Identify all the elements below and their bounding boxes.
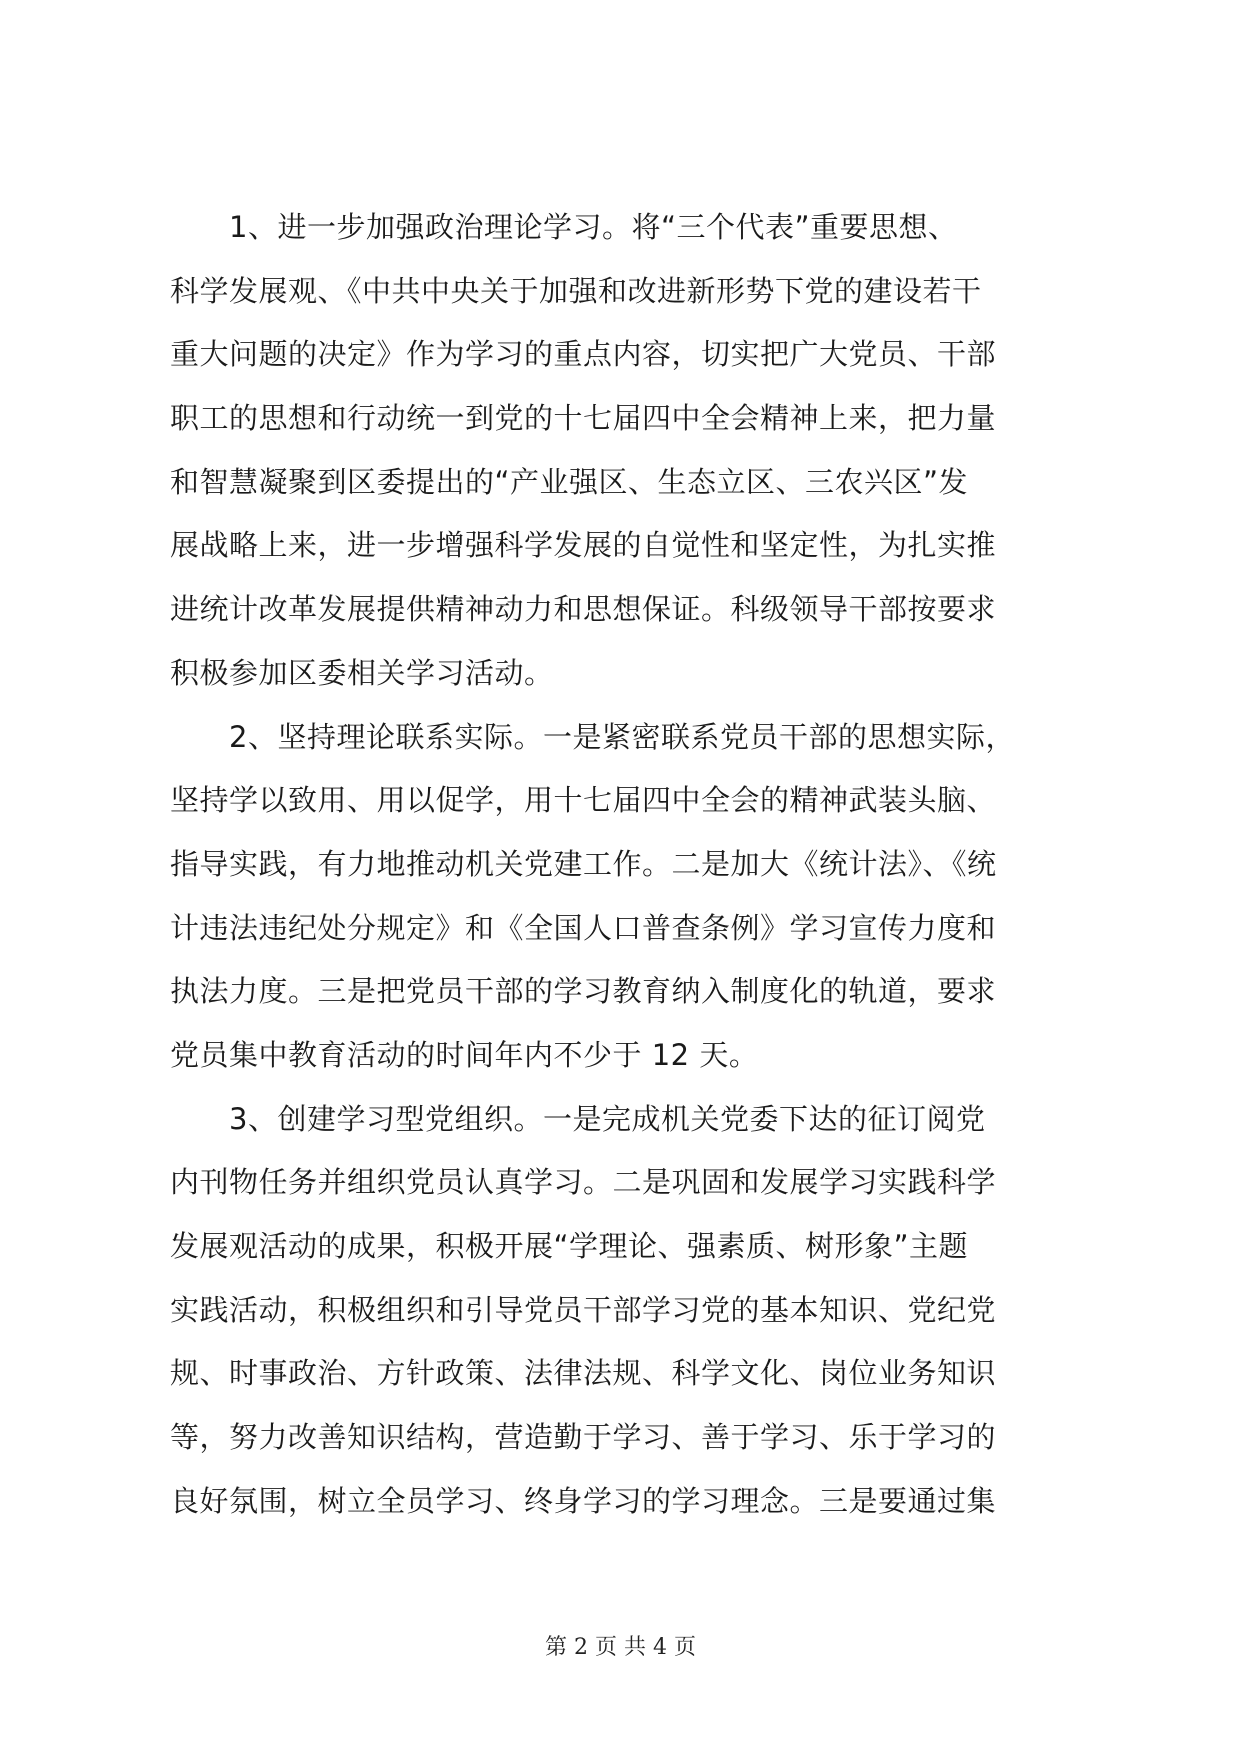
text-line: 3、创建学习型党组织。一是完成机关党委下达的征订阅党 (170, 1101, 986, 1136)
text-line: 进统计改革发展提供精神动力和思想保证。科级领导干部按要求 (170, 592, 997, 627)
text-line: 重大问题的决定》作为学习的重点内容，切实把广大党员、干部 (170, 337, 997, 372)
text-line: 科学发展观、《中共中央关于加强和改进新形势下党的建设若干 (170, 273, 982, 308)
text-line: 发展观活动的成果，积极开展“学理论、强素质、树形象”主题 (170, 1229, 969, 1263)
text-line: 等，努力改善知识结构，营造勤于学习、善于学习、乐于学习的 (170, 1420, 997, 1455)
text-line: 执法力度。三是把党员干部的学习教育纳入制度化的轨道，要求 (170, 974, 997, 1009)
text-line: 展战略上来，进一步增强科学发展的自觉性和坚定性，为扎实推 (170, 528, 997, 563)
text-line: 实践活动，积极组织和引导党员干部学习党的基本知识、党纪党 (170, 1292, 997, 1327)
text-line: 良好氛围，树立全员学习、终身学习的学习理念。三是要通过集 (170, 1483, 997, 1518)
text-line: 职工的思想和行动统一到党的十七届四中全会精神上来，把力量 (170, 401, 997, 436)
text-line: 党员集中教育活动的时间年内不少于 12 天。 (170, 1037, 759, 1072)
text-line: 2、坚持理论联系实际。一是紧密联系党员干部的思想实际， (170, 719, 1015, 754)
text-line: 和智慧凝聚到区委提出的“产业强区、生态立区、三农兴区”发 (170, 464, 969, 499)
text-line: 积极参加区委相关学习活动。 (170, 655, 554, 690)
text-line: 1、进一步加强政治理论学习。将“三个代表”重要思想、 (170, 210, 958, 244)
text-line: 坚持学以致用、用以促学，用十七届四中全会的精神武装头脑、 (170, 783, 997, 818)
text-line: 内刊物任务并组织党员认真学习。二是巩固和发展学习实践科学 (170, 1165, 997, 1200)
document-body (170, 196, 1090, 1533)
text-line: 规、时事政治、方针政策、法律法规、科学文化、岗位业务知识 (170, 1356, 997, 1391)
page-number-footer: 第 2 页 共 4 页 (545, 1635, 696, 1660)
text-line: 计违法违纪处分规定》和《全国人口普查条例》学习宣传力度和 (170, 910, 997, 945)
text-line: 指导实践，有力地推动机关党建工作。二是加大《统计法》、《统 (170, 846, 997, 881)
